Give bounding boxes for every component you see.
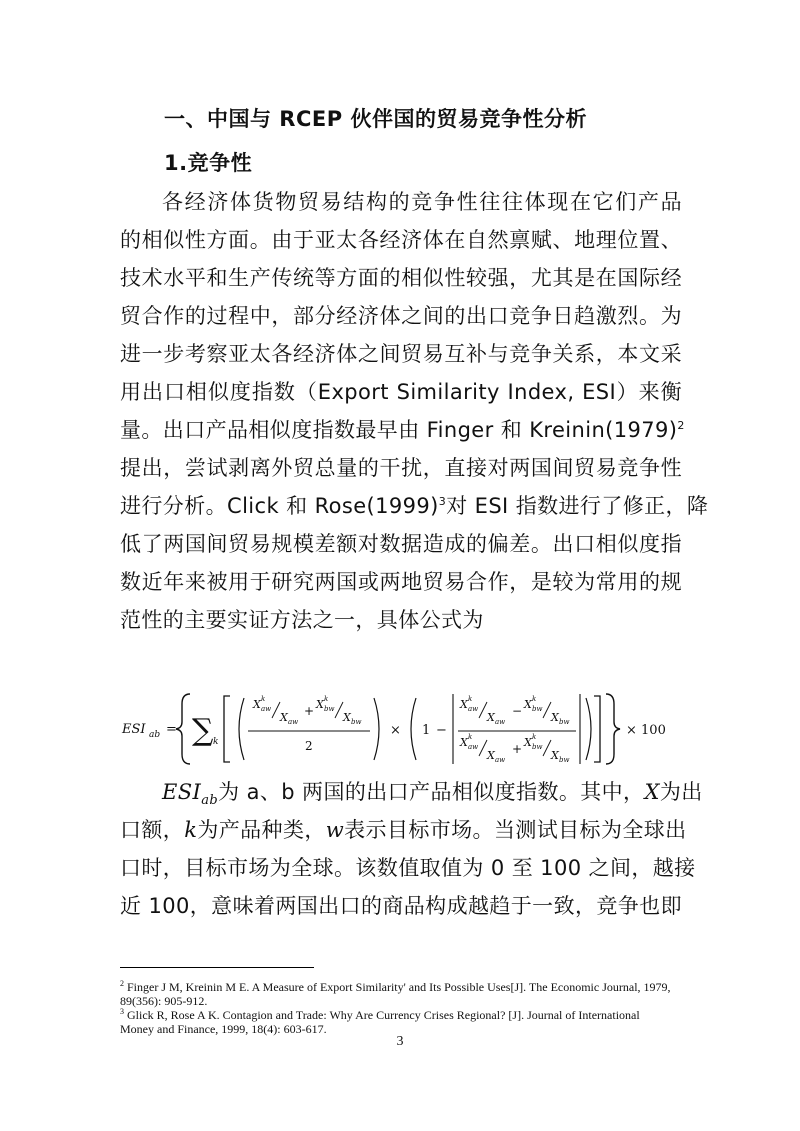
- x-symbol: X: [487, 711, 495, 724]
- paragraph-line: 技术水平和生产传统等方面的相似性较强，尤其是在国际经: [120, 266, 682, 290]
- paragraph-line: [120, 492, 709, 520]
- x-symbol: X: [487, 749, 495, 762]
- sub-bw: bw: [324, 705, 335, 713]
- paragraph-text: 量。出口产品相似度指数最早由 Finger 和 Kreinin(1979): [120, 418, 678, 442]
- paragraph-line: [120, 416, 685, 444]
- paragraph-line: 贸合作的过程中，部分经济体之间的出口竞争日趋激烈。为: [120, 304, 682, 328]
- footnote-separator: [120, 967, 314, 968]
- section-heading: 一、中国与 RCEP 伙伴国的贸易竞争性分析: [164, 107, 587, 131]
- sub-aw: aw: [261, 705, 272, 713]
- one: 1: [422, 723, 431, 738]
- sub-aw: aw: [288, 718, 299, 726]
- paragraph-line: 近 100，意味着两国出口的商品构成越趋于一致，竞争也即: [120, 894, 682, 918]
- x-symbol: X: [316, 698, 324, 711]
- k-symbol: k: [184, 818, 198, 842]
- right-paren: [374, 698, 379, 760]
- sup-k: k: [532, 695, 537, 703]
- paragraph-text: 进行分析。Click 和 Rose(1999): [120, 494, 439, 518]
- footnote-ref: 3: [438, 495, 447, 508]
- paragraph-text: 为 a、b 两国的出口产品相似度指数。其中，: [218, 780, 645, 804]
- footnote-text: Finger J M, Kreinin M E. A Measure of Export Similarity' and Its Possible Uses[J]. The Economic Journal, 1979,: [127, 980, 671, 994]
- sub-bw: bw: [532, 705, 543, 713]
- paragraph-line: 进一步考察亚太各经济体之间贸易互补与竞争关系，本文采: [120, 342, 682, 366]
- paragraph-line: [120, 816, 687, 844]
- left-brace: [176, 694, 190, 764]
- right-paren: [586, 698, 591, 760]
- denominator-two: 2: [305, 739, 313, 753]
- x-symbol: X: [524, 736, 532, 749]
- footnote: [120, 1005, 684, 1036]
- plus-sign: +: [304, 704, 315, 718]
- footnote-text: Glick R, Rose A K. Contagion and Trade: Why Are Currency Crises Regional? [J]. Journal of International: [127, 1008, 640, 1022]
- paragraph-text: 口额，: [120, 818, 185, 842]
- sup-k: k: [468, 733, 473, 741]
- subsection-heading: 1.竞争性: [164, 151, 253, 175]
- x-symbol: X: [644, 780, 660, 804]
- minus-sign: −: [436, 723, 447, 738]
- paragraph-line: 各经济体货物贸易结构的竞争性往往体现在它们产品: [162, 190, 682, 214]
- footnote-ref: 2: [677, 419, 685, 432]
- sub-bw: bw: [351, 718, 362, 726]
- sub-aw: aw: [495, 756, 506, 764]
- formula-lhs: ESI: [122, 722, 146, 737]
- x-symbol: X: [524, 698, 532, 711]
- paragraph-text: 为出: [659, 780, 703, 804]
- sum-subscript: k: [213, 737, 219, 747]
- esi-symbol: ESI: [162, 780, 202, 804]
- times-hundred: × 100: [626, 723, 666, 738]
- x-symbol: X: [280, 711, 288, 724]
- paragraph-line: 数近年来被用于研究两国或两地贸易合作，是较为常用的规: [120, 570, 682, 594]
- paragraph-line: 口时，目标市场为全球。该数值取值为 0 至 100 之间，越接: [120, 856, 696, 880]
- w-symbol: w: [325, 818, 345, 842]
- right-bracket: [594, 696, 600, 762]
- x-symbol: X: [460, 736, 468, 749]
- x-symbol: X: [551, 749, 559, 762]
- paragraph-line: 低了两国间贸易规模差额对数据造成的偏差。出口相似度指: [120, 532, 682, 556]
- sub-bw: bw: [559, 718, 570, 726]
- footnote-text: Money and Finance, 1999, 18(4): 603-617.: [120, 1022, 327, 1036]
- footnote-text: 89(356): 905-912.: [120, 994, 208, 1008]
- sub-aw: aw: [468, 743, 479, 751]
- footnote: [120, 977, 684, 1008]
- left-bracket: [224, 696, 230, 762]
- paragraph-line: 用出口相似度指数（Export Similarity Index, ESI）来衡: [120, 380, 682, 404]
- sub-aw: aw: [495, 718, 506, 726]
- formula-equals: =: [166, 722, 177, 737]
- sub-bw: bw: [559, 756, 570, 764]
- sup-k: k: [468, 695, 473, 703]
- page-number: 3: [396, 1034, 404, 1049]
- plus-sign: +: [512, 742, 523, 756]
- esi-formula: [120, 688, 680, 770]
- x-symbol: X: [253, 698, 261, 711]
- formula-lhs-sub: ab: [149, 730, 161, 740]
- footnote-number: 2: [120, 979, 124, 988]
- sup-k: k: [324, 695, 329, 703]
- paragraph-line: 的相似性方面。由于亚太各经济体在自然禀赋、地理位置、: [120, 228, 682, 252]
- sup-k: k: [532, 733, 537, 741]
- paragraph-text: 对 ESI 指数进行了修正，降: [446, 494, 709, 518]
- sup-k: k: [261, 695, 266, 703]
- paragraph-text: 为产品种类，: [197, 818, 326, 842]
- paragraph-line: [162, 778, 703, 809]
- left-paren: [239, 698, 244, 760]
- sub-bw: bw: [532, 743, 543, 751]
- paragraph-line: 提出，尝试剥离外贸总量的干扰，直接对两国间贸易竞争性: [120, 456, 682, 480]
- paragraph-text: 表示目标市场。当测试目标为全球出: [344, 818, 687, 842]
- left-paren: [411, 698, 416, 760]
- minus-sign: −: [512, 704, 523, 718]
- paragraph-line: 范性的主要实证方法之一，具体公式为: [120, 608, 484, 632]
- right-brace: [606, 694, 620, 764]
- x-symbol: X: [343, 711, 351, 724]
- esi-subscript: ab: [201, 793, 219, 809]
- times-sign: ×: [390, 723, 401, 738]
- x-symbol: X: [551, 711, 559, 724]
- sub-aw: aw: [468, 705, 479, 713]
- sum-sign: ∑: [192, 713, 214, 748]
- footnote-number: 3: [120, 1007, 124, 1016]
- x-symbol: X: [460, 698, 468, 711]
